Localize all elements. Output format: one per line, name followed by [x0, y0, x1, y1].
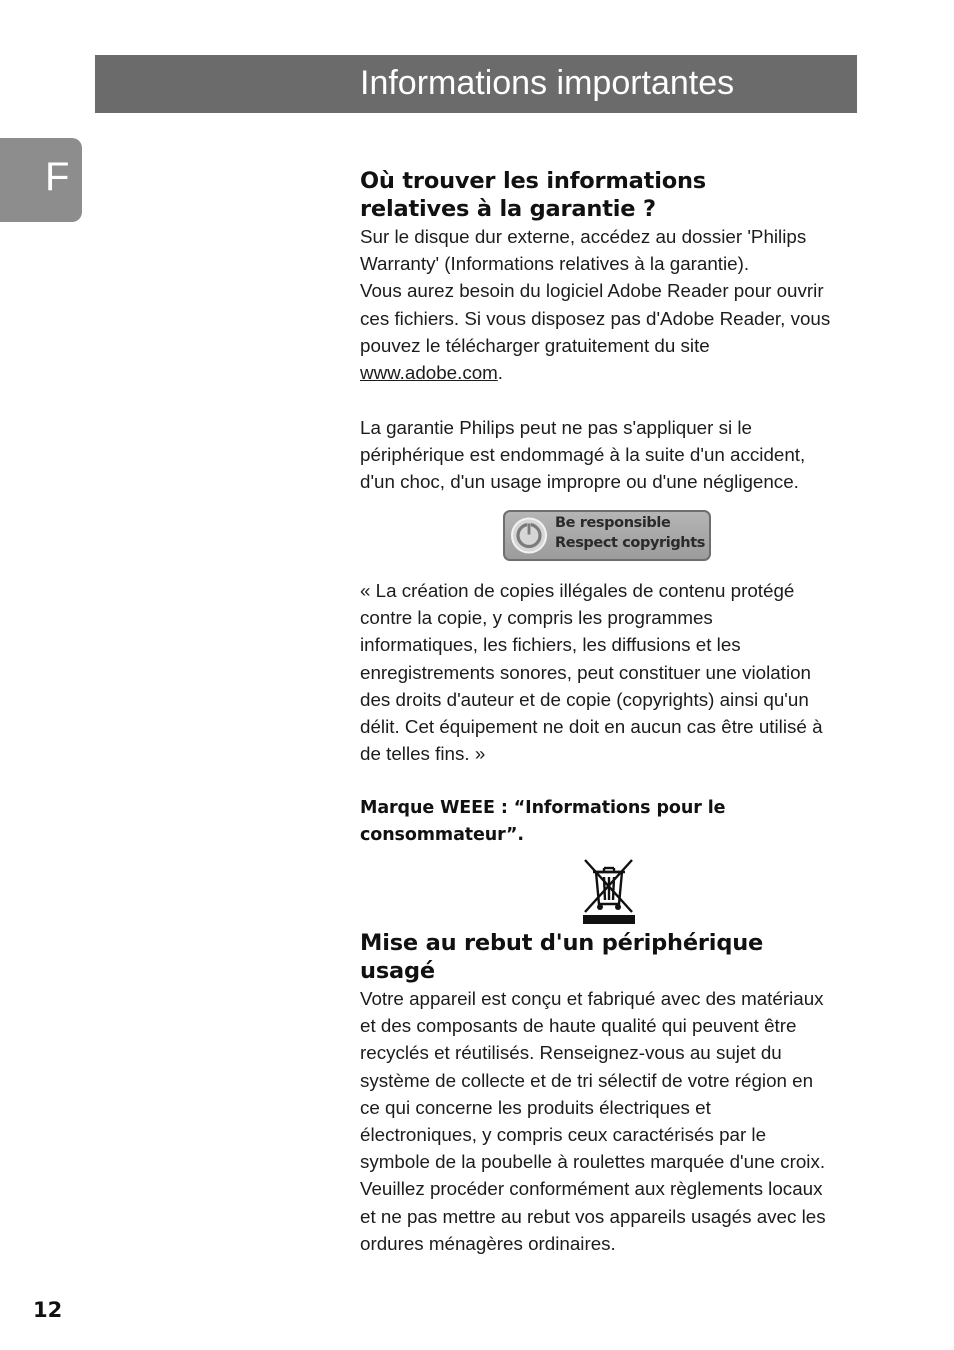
text-line: ce qui concerne les produits électriques et — [360, 1096, 711, 1118]
disposal-section — [360, 929, 860, 1257]
text-line: Sur le disque dur externe, accédez au dossier 'Philips — [360, 226, 807, 247]
logo-line-1: Be responsible — [555, 515, 671, 531]
header-bar — [95, 55, 857, 113]
text-line: Veuillez procéder conformément aux règlements locaux — [360, 1178, 823, 1200]
copyright-notice — [360, 577, 860, 767]
link-suffix: . — [497, 362, 504, 384]
text-line: recyclés et réutilisés. Renseignez-vous au sujet du — [360, 1042, 782, 1064]
weee-heading — [360, 795, 860, 849]
text-line: d'un choc, d'un usage impropre ou d'une négligence. — [360, 471, 799, 493]
text-line: La garantie Philips peut ne pas s'appliquer si le — [360, 417, 752, 438]
warranty-heading-line: Où trouver les informations — [360, 168, 706, 194]
text-line: délit. Cet équipement ne doit en aucun cas être utilisé à — [360, 716, 823, 738]
text-line: et des composants de haute qualité qui peuvent être — [360, 1015, 797, 1037]
text-line: de telles fins. » — [360, 743, 486, 765]
text-line: informatiques, les fichiers, les diffusions et les — [360, 634, 741, 656]
text-line: Vous aurez besoin du logiciel Adobe Reader pour ouvrir — [360, 280, 824, 302]
warranty-heading — [360, 167, 860, 223]
warranty-paragraph — [360, 223, 860, 386]
language-tab — [0, 138, 82, 222]
text-line: périphérique est endommagé à la suite d'un accident, — [360, 444, 806, 466]
text-line: Warranty' (Informations relatives à la garantie). — [360, 253, 750, 275]
weee-heading-line: Marque WEEE : “Informations pour le — [360, 798, 726, 818]
copyright-logo — [503, 510, 711, 561]
text-line: système de collecte et de tri sélectif de votre région en — [360, 1069, 814, 1091]
page-number: 12 — [33, 1298, 63, 1322]
text-line: Votre appareil est conçu et fabriqué avec des matériaux — [360, 988, 824, 1009]
disposal-paragraph — [360, 985, 860, 1257]
text-line: ces fichiers. Si vous disposez pas d'Adobe Reader, vous — [360, 307, 831, 329]
warranty-heading-line: relatives à la garantie ? — [360, 196, 656, 222]
text-line: des droits d'auteur et de copie (copyrights) ainsi qu'un — [360, 688, 809, 710]
warranty-section — [360, 167, 860, 386]
text-line: pouvez le télécharger gratuitement du site — [360, 334, 710, 356]
text-line: électroniques, y compris ceux caractérisés par le — [360, 1124, 767, 1146]
logo-line-2: Respect copyrights — [555, 535, 705, 551]
text-line: ordures ménagères ordinaires. — [360, 1232, 616, 1254]
weee-section — [360, 795, 860, 849]
crossed-bin-icon — [582, 858, 636, 926]
disposal-heading-line: Mise au rebut d'un périphérique — [360, 930, 764, 956]
warranty-exclusion — [360, 414, 860, 496]
disposal-heading-line: usagé — [360, 958, 435, 984]
text-line: contre la copie, y compris les programmes — [360, 607, 713, 629]
warranty-exclusion-paragraph — [360, 414, 860, 496]
text-line: enregistrements sonores, peut constituer une violation — [360, 661, 812, 683]
text-line: et ne pas mettre au rebut vos appareils usagés avec les — [360, 1205, 826, 1227]
text-line: symbole de la poubelle à roulettes marquée d'une croix. — [360, 1151, 826, 1173]
copyright-paragraph — [360, 577, 860, 767]
disposal-heading — [360, 929, 860, 985]
language-tab-letter: F — [45, 155, 70, 199]
adobe-link[interactable]: www.adobe.com — [360, 362, 498, 384]
weee-heading-line: consommateur”. — [360, 825, 524, 845]
page-title: Informations importantes — [360, 64, 735, 102]
text-line: « La création de copies illégales de contenu protégé — [360, 580, 795, 601]
